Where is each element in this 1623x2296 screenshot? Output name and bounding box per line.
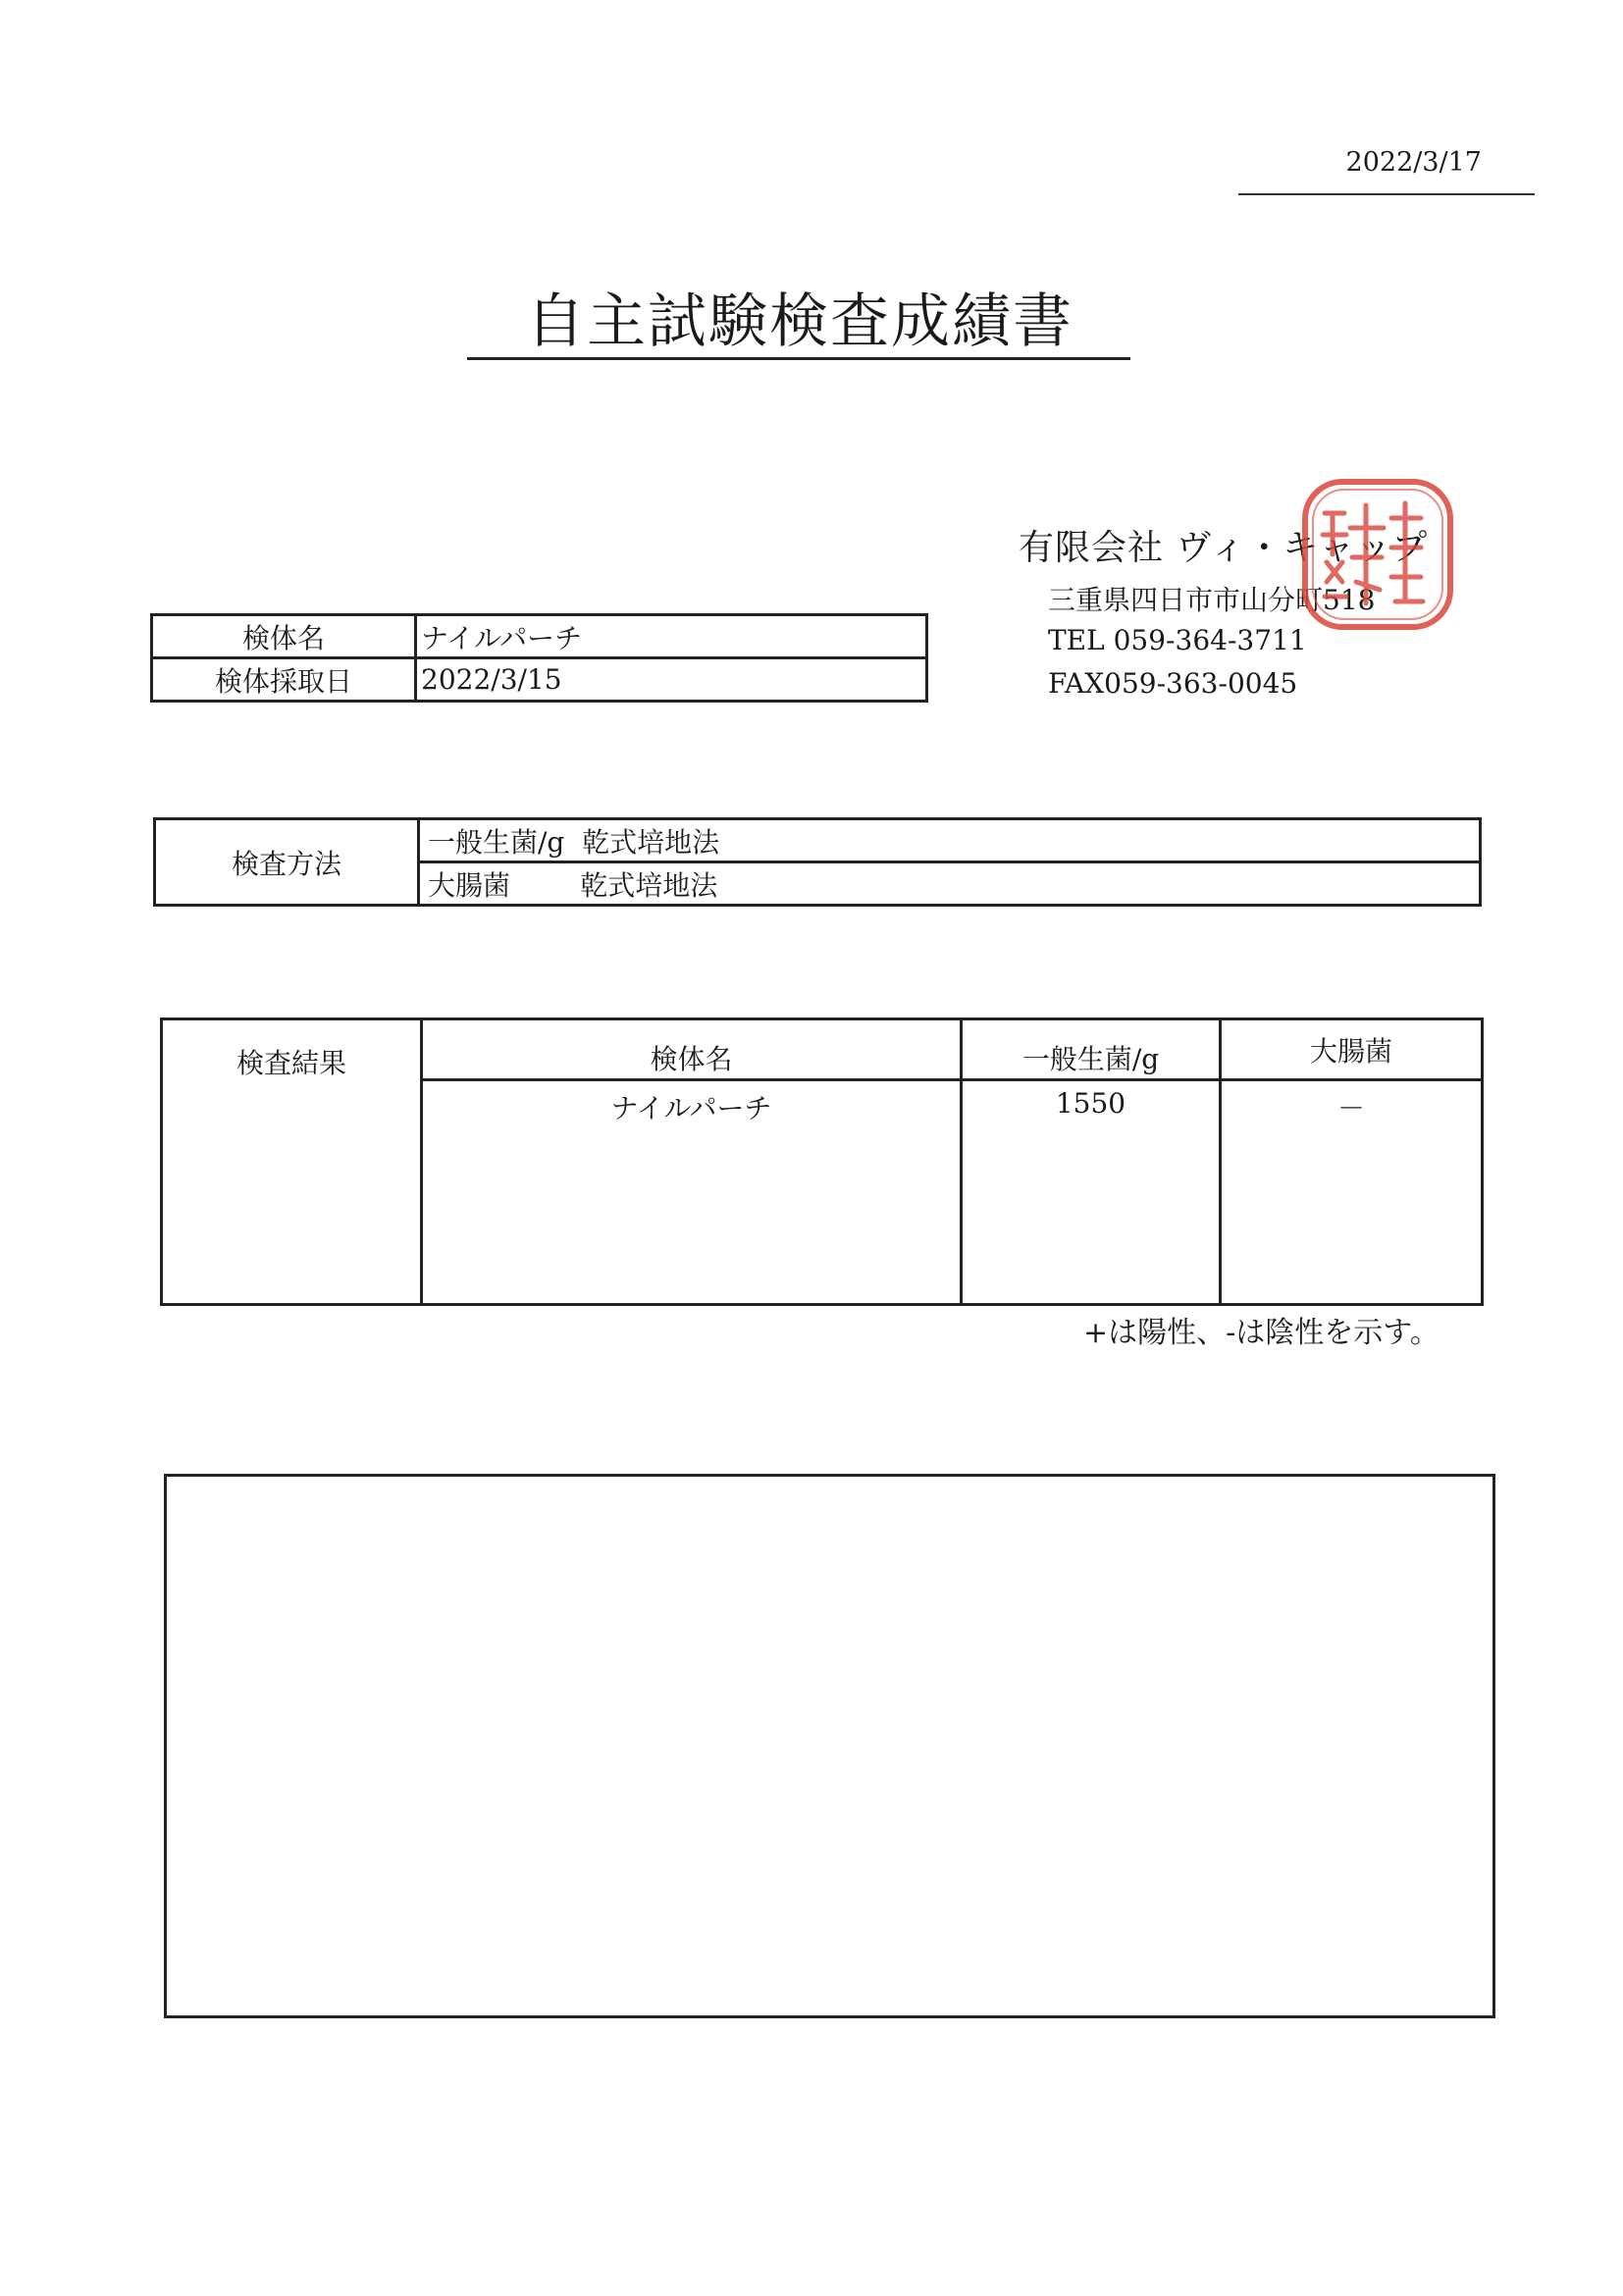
sample-date-value: 2022/3/15 — [416, 658, 927, 702]
document-title: 自主試験検査成績書 — [526, 287, 1073, 356]
result-sample-name: ナイルパーチ — [422, 1080, 962, 1305]
result-legend-note: +は陽性、-は陰性を示す。 — [1083, 1316, 1440, 1350]
column-header: 一般生菌/g — [962, 1019, 1221, 1080]
sample-name-label: 検体名 — [152, 615, 416, 658]
company-name: 有限会社 ヴィ・キャップ — [1019, 528, 1429, 568]
date-underline — [1238, 193, 1535, 195]
test-method-table — [153, 817, 1482, 907]
remarks-box — [164, 1474, 1495, 2018]
table-row — [152, 658, 927, 702]
test-method-label: 検査方法 — [155, 819, 419, 906]
sample-info-table — [150, 613, 928, 703]
column-header: 検体名 — [422, 1019, 962, 1080]
table-row — [162, 1019, 1483, 1080]
title-underline — [467, 357, 1130, 360]
test-results-label: 検査結果 — [162, 1019, 422, 1305]
table-row — [155, 819, 1481, 862]
result-general-bacteria: 1550 — [962, 1080, 1221, 1305]
test-method-row: 大腸菌 乾式培地法 — [419, 862, 1481, 906]
company-tel: TEL 059-364-3711 — [1048, 624, 1307, 656]
company-address: 三重県四日市市山分町518 — [1048, 584, 1376, 616]
document-date: 2022/3/17 — [1345, 147, 1482, 178]
result-coliform: － — [1221, 1080, 1483, 1305]
company-seal-stamp — [1297, 474, 1458, 635]
test-results-table — [160, 1018, 1484, 1306]
column-header: 大腸菌 — [1221, 1019, 1483, 1080]
sample-date-label: 検体採取日 — [152, 658, 416, 702]
sample-name-value: ナイルパーチ — [416, 615, 927, 658]
company-fax: FAX059-363-0045 — [1048, 667, 1298, 700]
table-row — [152, 615, 927, 658]
test-method-row: 一般生菌/g 乾式培地法 — [419, 819, 1481, 862]
